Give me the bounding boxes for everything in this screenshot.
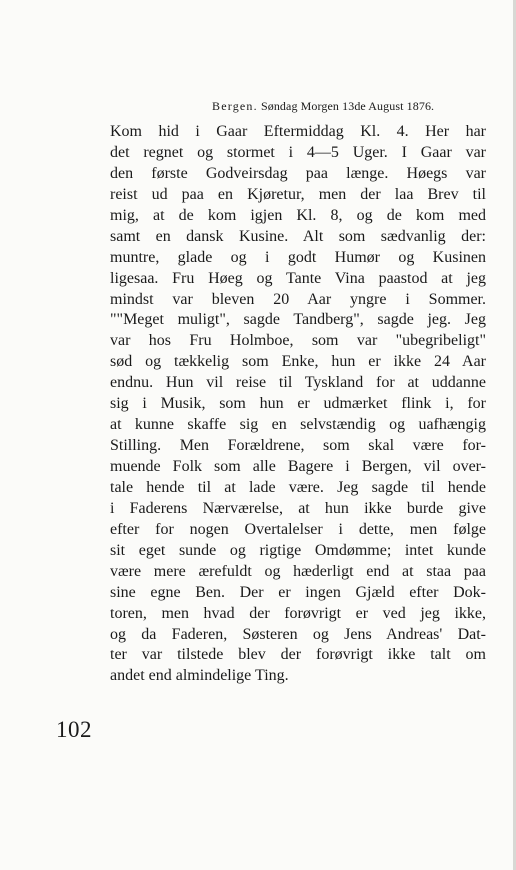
text-line: muntre, glade og i godt Humør og Kusinen: [110, 248, 486, 266]
text-line: ligesaa. Fru Høeg og Tante Vina paastod at jeg: [110, 269, 486, 287]
text-line: andet end almindelige Ting.: [110, 667, 289, 685]
text-line: tale hende til at lade være. Jeg sagde til hende: [110, 478, 486, 496]
text-line: Stilling. Men Forældrene, som skal være for-: [110, 437, 486, 455]
text-line: ""Meget muligt", sagde Tandberg", sagde jeg. Jeg: [110, 311, 486, 329]
text-line: efter for nogen Overtalelser i dette, men følge: [110, 520, 486, 538]
header-place: Bergen.: [212, 99, 258, 113]
page-number: 102: [56, 717, 92, 742]
text-line: Kom hid i Gaar Eftermiddag Kl. 4. Her har: [110, 123, 486, 140]
text-line: muende Folk som alle Bagere i Bergen, vil over-: [110, 458, 486, 475]
text-line: i Faderens Nærværelse, at hun ikke burde give: [110, 499, 486, 517]
body-text: [110, 122, 486, 687]
header-date: Søndag Morgen 13de August 1876.: [260, 99, 435, 113]
text-line: sig i Musik, som hun er udmærket flink i, for: [110, 395, 486, 413]
text-line: endnu. Hun vil reise til Tyskland for at uddanne: [110, 374, 486, 392]
text-line: sit eget sunde og rigtige Omdømme; intet kunde: [110, 541, 486, 559]
text-line: var hos Fru Holmboe, som var "ubegribeligt": [110, 332, 486, 350]
text-line: sine egne Ben. Der er ingen Gjæld efter Dok-: [110, 583, 486, 601]
text-line: den første Godveirsdag paa længe. Høegs var: [110, 164, 486, 182]
text-line: samt en dansk Kusine. Alt som sædvanlig der:: [110, 227, 486, 245]
text-line: mindst var bleven 20 Aar yngre i Sommer.: [110, 290, 486, 308]
text-line: toren, men hvad der forøvrigt er ved jeg ikke,: [110, 604, 486, 622]
text-line: det regnet og stormet i 4—5 Uger. I Gaar var: [110, 143, 486, 161]
text-line: være mere ærefuldt og hæderligt end at staa paa: [110, 562, 486, 580]
text-line: reist ud paa en Kjøretur, men der laa Brev til: [110, 185, 486, 203]
text-line: at kunne skaffe sig en selvstændig og uafhængig: [110, 416, 486, 434]
text-line: og da Faderen, Søsteren og Jens Andreas' Dat-: [110, 625, 486, 643]
text-line: ter var tilstede blev der forøvrigt ikke talt om: [110, 646, 486, 664]
text-line: sød og tækkelig som Enke, hun er ikke 24 Aar: [110, 353, 486, 371]
text-line: mig, at de kom igjen Kl. 8, og de kom med: [110, 206, 486, 224]
page-header: [212, 99, 487, 113]
